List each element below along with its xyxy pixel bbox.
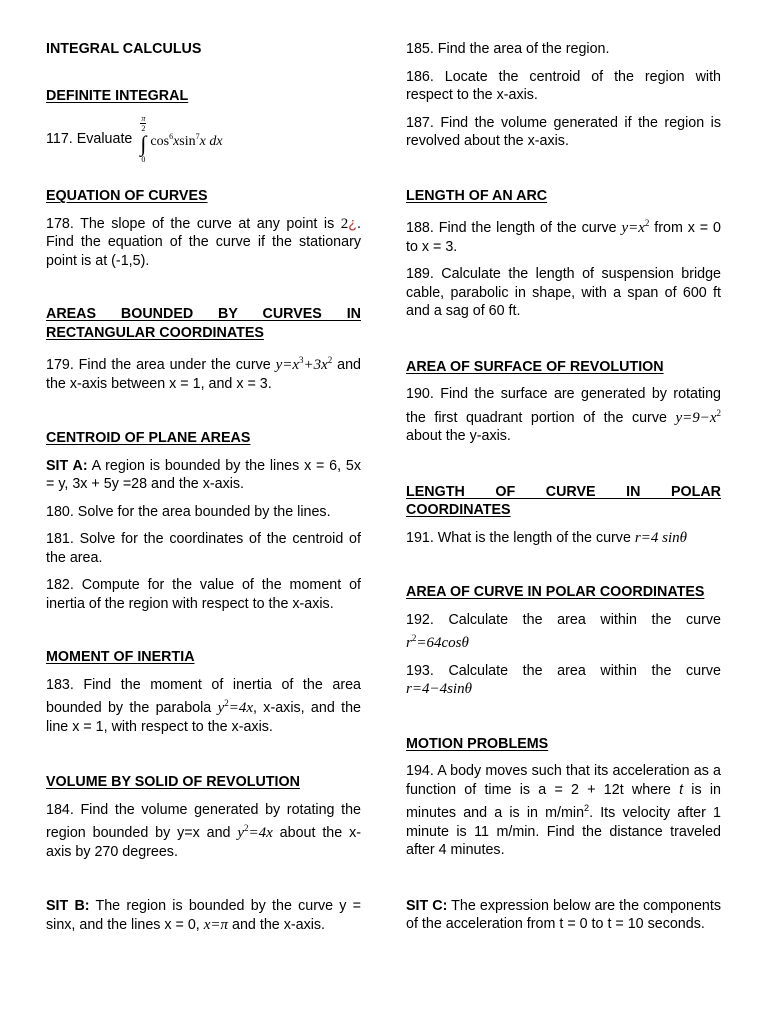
heading-motion-problems: MOTION PROBLEMS	[406, 735, 549, 752]
problem-182: 182. Compute for the value of the moment of inertia of the region with respect to the x-axis.	[46, 577, 361, 612]
problem-186: 186. Locate the centroid of the region with respect to the x-axis.	[406, 68, 721, 103]
equation-193: r=4−4sinθ	[406, 681, 472, 697]
heading-length-of-arc: LENGTH OF AN ARC	[406, 187, 548, 204]
problem-185: 185. Find the area of the region.	[406, 41, 610, 57]
integrand-expression: $\cos^6xsin^7x$ dx	[150, 132, 223, 149]
equation-192: $r^2=64\cos\theta$	[406, 633, 469, 651]
left-column	[46, 40, 361, 934]
problem-187: 187. Find the volume generated if the region is revolved about the x-axis.	[406, 114, 721, 149]
equation-179: $y=x^3+3x^2$	[275, 355, 333, 373]
heading-area-polar: AREA OF CURVE IN POLAR COORDINATES	[406, 584, 705, 600]
problem-194: 194. A body moves such that its acceleration as a function of time is a = 2 + 12t where t is in minutes and a is in $m/\min^2$. Its velocity after 1 minute is 11 m/min. Find the distance traveled after 4 minutes.	[406, 763, 721, 858]
equation-sit-b: x=π	[203, 916, 229, 933]
upper-limit: π 2	[141, 114, 146, 133]
heading-moment-of-inertia: MOMENT OF INERTIA	[46, 649, 195, 665]
equation-191: r=4 sinθ	[634, 529, 687, 546]
problem-181: 181. Solve for the coordinates of the centroid of the area.	[46, 531, 361, 566]
equation-184: $y^2=4x$	[237, 823, 273, 841]
integral-sign-icon: ∫	[140, 131, 147, 156]
problem-191: 191. What is the length of the curve r=4 sinθ	[406, 529, 687, 546]
equation-190: $y=9-x^2$	[675, 407, 721, 426]
problem-190: 190. Find the surface are generated by rotating the first quadrant portion of the curve $y=9-x^2$ about the y-axis.	[406, 386, 721, 444]
integral-limits	[140, 114, 146, 164]
problem-188: 188. Find the length of the curve $y=x^2$ from x = 0 to x = 3.	[406, 218, 721, 255]
situation-b: SIT B: The region is bounded by the curve y = sinx, and the lines x = 0, x=π and the x-axis.	[46, 898, 361, 933]
equation-188: $y=x^2$	[621, 218, 650, 236]
problem-179: 179. Find the area under the curve $y=x^3+3x^2$ and the x-axis between x = 1, and x = 3.	[46, 355, 361, 392]
situation-c: SIT C: The expression below are the components of the acceleration from t = 0 to t = 10 seconds.	[406, 897, 721, 932]
heading-equation-of-curves: EQUATION OF CURVES	[46, 188, 208, 204]
heading-surface-of-revolution: AREA OF SURFACE OF REVOLUTION	[406, 358, 664, 375]
problem-189: 189. Calculate the length of suspension bridge cable, parabolic in shape, with a span of 600 ft and a sag of 60 ft.	[406, 266, 721, 319]
problem-180: 180. Solve for the area bounded by the lines.	[46, 503, 331, 520]
problem-117-text: 117. Evaluate	[46, 131, 133, 147]
heading-definite-integral: DEFINITE INTEGRAL	[46, 87, 189, 104]
problem-117	[46, 109, 361, 169]
problem-178: 178. The slope of the curve at any point is 2¿. Find the equation of the curve if the stationary point is at (-1,5).	[46, 215, 361, 269]
right-column	[406, 40, 721, 934]
equation-183: $y^2=4x$	[217, 698, 254, 716]
problem-184: 184. Find the volume generated by rotating the region bounded by y=x and $y^2=4x$ about the x-axis by 270 degrees.	[46, 801, 361, 860]
problem-183: 183. Find the moment of inertia of the area bounded by the parabola $y^2=4x$, x-axis, and the line x = 1, with respect to the x-axis.	[46, 676, 361, 735]
heading-volume: VOLUME BY SOLID OF REVOLUTION	[46, 774, 300, 790]
problem-193: 193. Calculate the area within the curve r=4−4sinθ	[406, 662, 721, 697]
situation-a: SIT A: A region is bounded by the lines x = 6, 5x = y, 3x + 5y =28 and the x-axis.	[46, 457, 361, 492]
lower-limit: 0	[141, 155, 146, 164]
problem-192: 192. Calculate the area within the curve $r^2=64\cos\theta$	[406, 611, 721, 651]
heading-centroid: CENTROID OF PLANE AREAS	[46, 430, 251, 446]
heading-length-polar: LENGTH OF CURVE IN POLAR COORDINATES	[406, 483, 721, 518]
heading-areas-bounded: AREAS BOUNDED BY CURVES IN RECTANGULAR COORDINATES	[46, 306, 361, 341]
document-title: INTEGRAL CALCULUS	[46, 41, 202, 57]
